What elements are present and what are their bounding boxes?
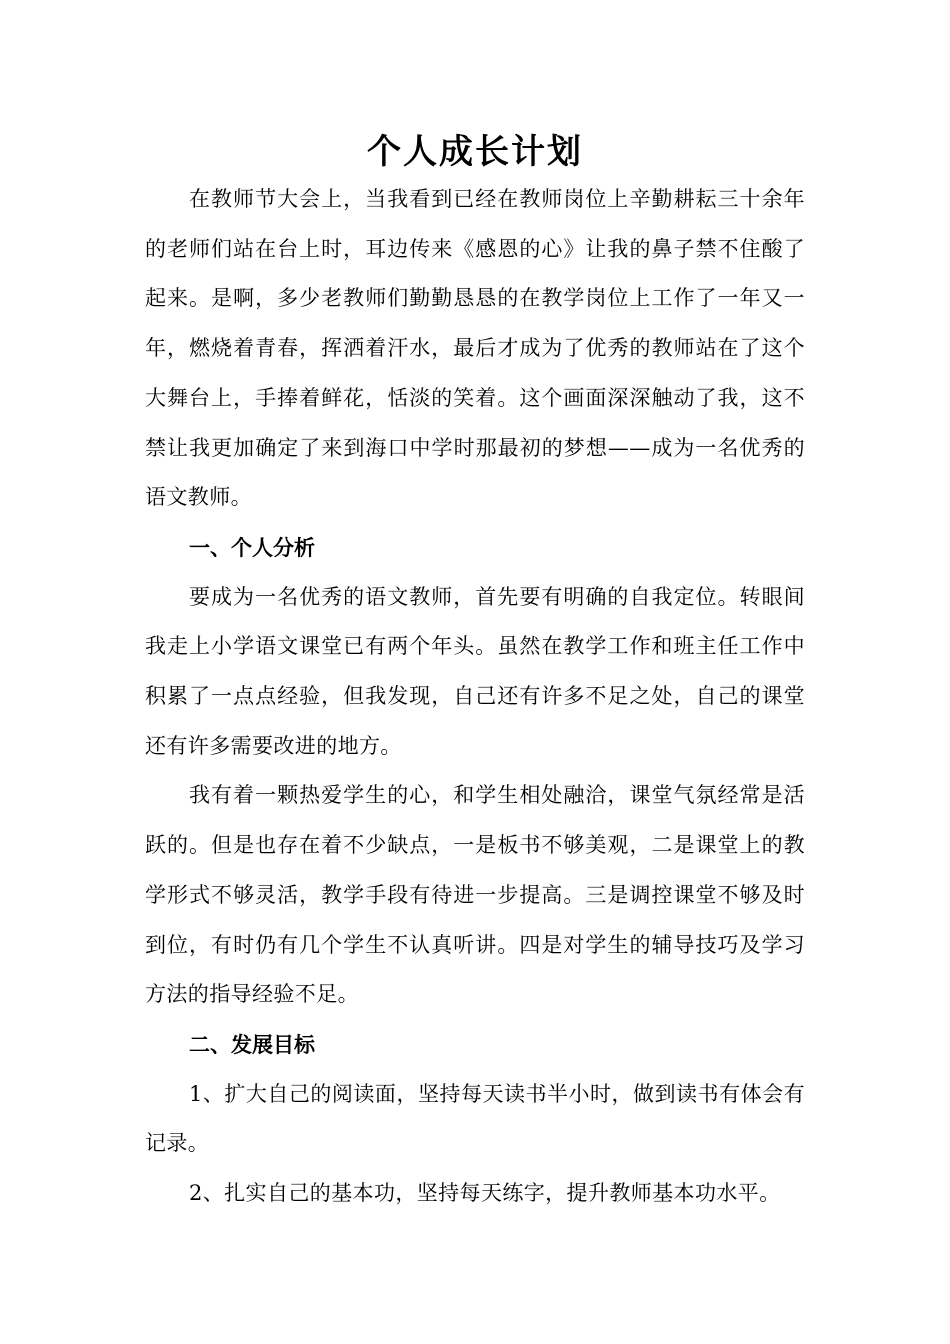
section-heading-personal-analysis: 一、个人分析 <box>189 534 315 560</box>
analysis-paragraph-2: 我有着一颗热爱学生的心，和学生相处融洽，课堂气氛经常是活跃的。但是也存在着不少缺点，一是板书不够美观，二是课堂上的教学形式不够灵活，教学手段有待进一步提高。三是调控课堂不够及时到位，有时仍有几个学生不认真听讲。四是对学生的辅导技巧及学习方法的指导经验不足。 <box>145 783 805 1007</box>
document-body <box>145 175 805 1219</box>
intro-paragraph: 在教师节大会上，当我看到已经在教师岗位上辛勤耕耘三十余年的老师们站在台上时，耳边传来《感恩的心》让我的鼻子禁不住酸了起来。是啊，多少老教师们勤勤恳恳的在教学岗位上工作了一年又一年，燃烧着青春，挥洒着汗水，最后才成为了优秀的教师站在了这个大舞台上，手捧着鲜花，恬淡的笑着。这个画面深深触动了我，这不禁让我更加确定了来到海口中学时那最初的梦想——成为一名优秀的语文教师。 <box>145 187 805 510</box>
goal-item-2: 2、扎实自己的基本功，坚持每天练字，提升教师基本功水平。 <box>189 1181 781 1206</box>
goal-item-1: 1、扩大自己的阅读面，坚持每天读书半小时，做到读书有体会有记录。 <box>145 1081 805 1156</box>
section-heading-development-goals: 二、发展目标 <box>189 1031 315 1057</box>
analysis-paragraph-1: 要成为一名优秀的语文教师，首先要有明确的自我定位。转眼间我走上小学语文课堂已有两个年头。虽然在教学工作和班主任工作中积累了一点点经验，但我发现，自己还有许多不足之处，自己的课堂还有许多需要改进的地方。 <box>145 584 805 758</box>
document-title: 个人成长计划 <box>367 132 583 172</box>
